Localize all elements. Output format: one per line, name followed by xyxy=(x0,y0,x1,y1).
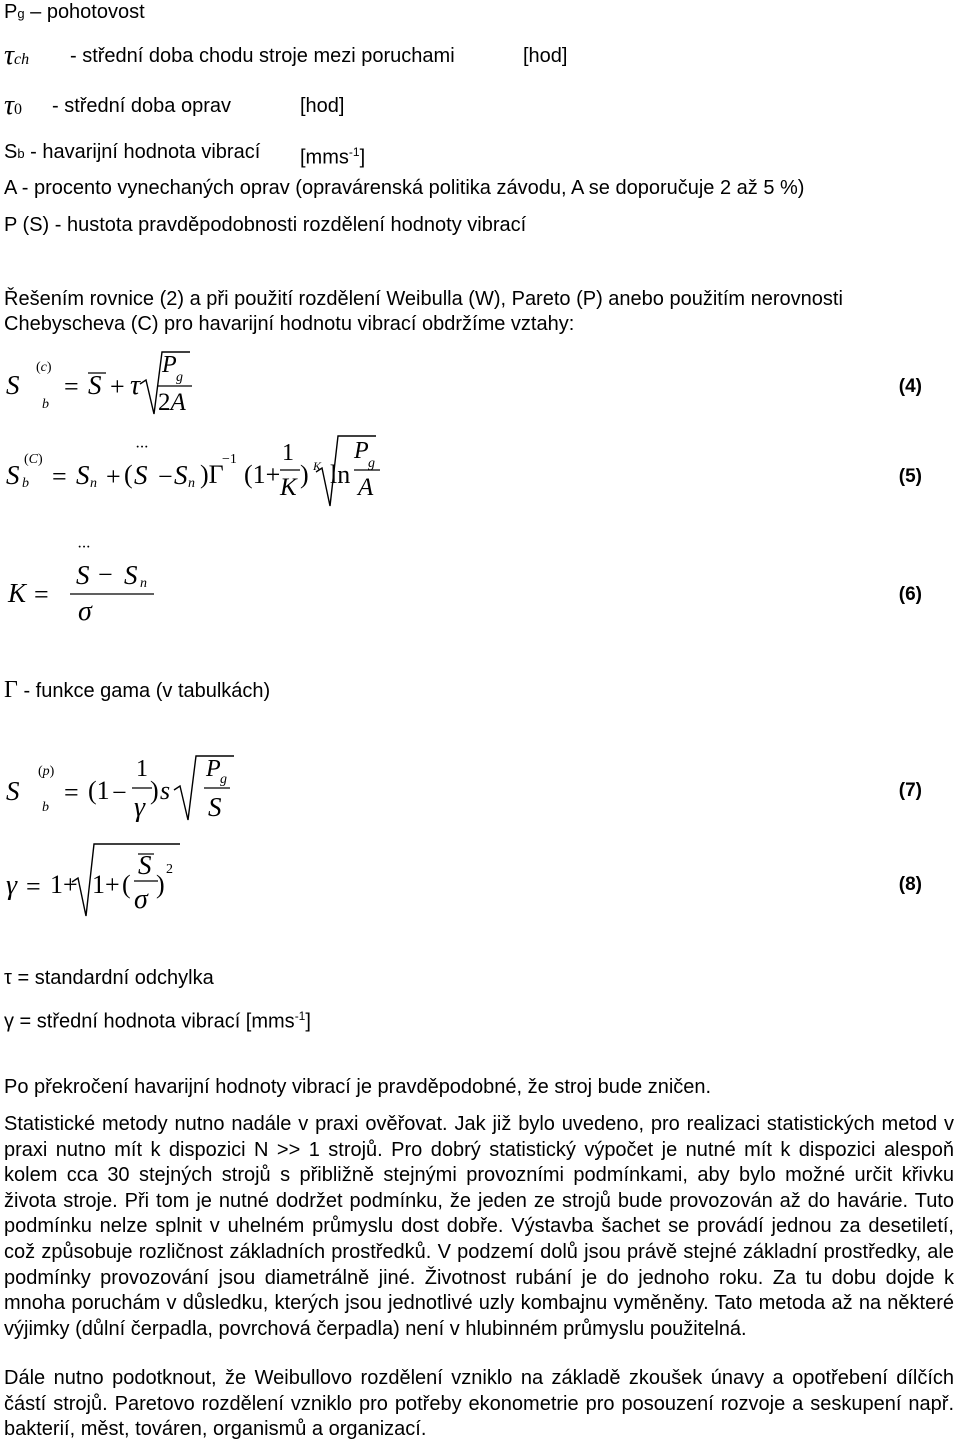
paragraph-weibull: Dále nutno podotknout, že Weibullovo rozdělení vzniklo na základě zkoušek únavy a opotřebení dílčích částí strojů. Paretovo rozdělení vzniklo pro potřeby ekonometrie pro posouzení rozvoje a seskupení např. bakterií, měst, továren, organismů a organizací. xyxy=(4,1367,954,1441)
tau-ch-subscript: ch xyxy=(14,51,30,68)
sqrt-sign xyxy=(174,754,234,824)
eq-label-5: (5) xyxy=(898,466,922,487)
gamma-symbol: Γ xyxy=(4,677,18,703)
tau-ch-text: - střední doba chodu stroje mezi poruchami xyxy=(70,45,455,67)
tau-0-unit: [hod] xyxy=(300,95,345,117)
def-sb xyxy=(4,140,260,166)
overline-s xyxy=(138,853,156,855)
tau-0-subscript: 0 xyxy=(14,101,23,118)
def-pohotovost xyxy=(4,0,145,26)
tau-symbol: τ xyxy=(4,90,15,121)
tau-symbol: τ xyxy=(4,40,15,71)
fraction-bar xyxy=(354,469,382,471)
eq-label-7: (7) xyxy=(898,780,922,801)
eq-label-6: (6) xyxy=(898,584,922,605)
sb-text: - havarijní hodnota vibrací xyxy=(24,141,261,163)
eq-label-8: (8) xyxy=(898,874,922,895)
sb-subscript: b xyxy=(17,146,25,161)
def-tau-0 xyxy=(4,90,23,122)
fraction-bar xyxy=(204,787,232,789)
sb-unit: [mms$^{-1}$] xyxy=(300,145,366,169)
destroyed-sentence: Po překročení havarijní hodnoty vibrací je pravděpodobné, že stroj bude zničen. xyxy=(4,1076,712,1098)
overline-s xyxy=(88,372,108,374)
tau-ch-unit: [hod] xyxy=(523,45,568,67)
pg-symbol: P xyxy=(4,1,18,23)
pg-text: – pohotovost xyxy=(24,1,145,23)
tau-0-text: - střední doba oprav xyxy=(52,95,231,117)
fraction-bar xyxy=(70,593,156,595)
pg-subscript: g xyxy=(17,6,25,21)
def-ps: P (S) - hustota pravděpodobnosti rozdělení hodnoty vibrací xyxy=(4,214,527,236)
sb-symbol: S xyxy=(4,141,18,163)
fraction-bar xyxy=(158,385,194,387)
tau-note: τ = standardní odchylka xyxy=(4,967,214,989)
gamma-mean-note: γ = střední hodnota vibrací [mms$^{-1}$] xyxy=(4,1009,311,1033)
def-a: A - procento vynechaných oprav (opravárenská politika závodu, A se doporučuje 2 až 5 %) xyxy=(4,177,805,199)
gamma-function-note: Γ - funkce gama (v tabulkách) xyxy=(4,677,271,703)
eq-label-4: (4) xyxy=(898,376,922,397)
intro-line-2: Chebyscheva (C) pro havarijní hodnotu vibrací obdržíme vztahy: xyxy=(4,313,575,335)
def-tau-ch xyxy=(4,40,30,72)
paragraph-statistics: Statistické metody nutno nadále v praxi ověřovat. Jak již bylo uvedeno, pro realizaci statistických metod v praxi nutno mít k dispozici N >> 1 strojů. Pro dobrý statistický výpočet je nutné mít k dispozici alespoň kolem cca 30 stejných strojů s přibližně stejnými provozními podmínkami, aby bylo možné určit křivku života stroje. Při tom je nutné dodržet podmínku, že jeden ze strojů bude provozován až do havárie. Tuto podmínku nelze splnit v uhelném průmyslu dost dobře. Výstavba šachet se provádí jednou za desetiletí, což způsobuje rozličnost základních prostředků. V podzemí dolů jsou právě stejné základní prostředky, ale podmínky provozování jsou diametrálně jiné. Životnost rubání je do jednoho roku. Za tu dobu dojde k mnoha poruchám v důsledku, kterých jsou jednotlivé uzly kombajnu vyměněny. Tato metoda až na některé výjimky (důlní čerpadla, povrchová čerpadla) není v hlubinném průmyslu použitelná. xyxy=(4,1113,954,1340)
fraction-bar xyxy=(280,469,302,471)
intro-line-1: Řešením rovnice (2) a při použití rozdělení Weibulla (W), Pareto (P) anebo použitím nerovnosti xyxy=(4,288,843,310)
